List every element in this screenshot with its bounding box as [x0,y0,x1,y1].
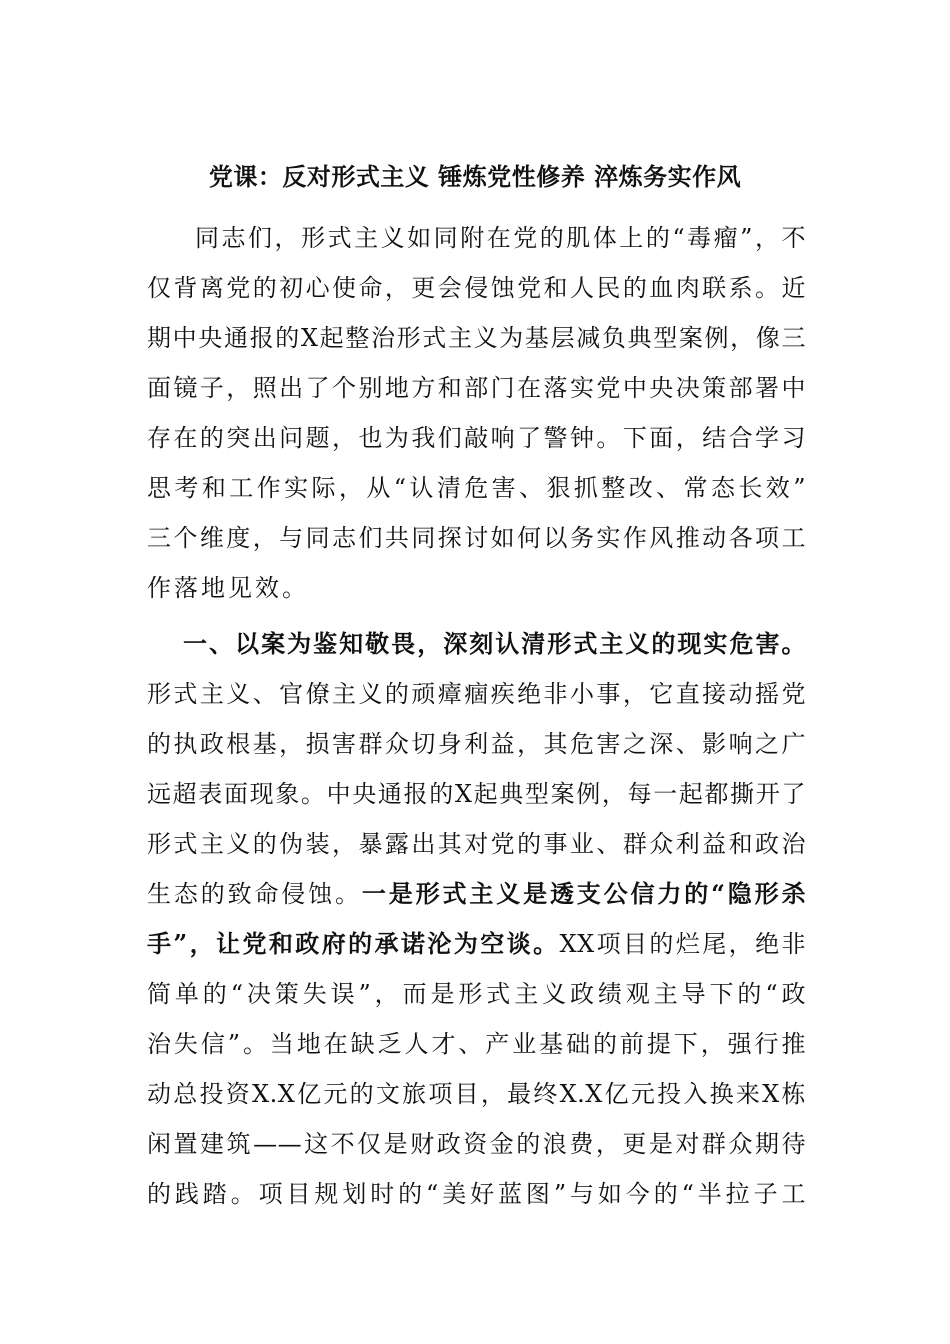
paragraph-line: 思考和工作实际，从“认清危害、狠抓整改、常态长效” [147,474,806,502]
paragraph-line: 治失信”。当地在缺乏人才、产业基础的前提下，强行推 [147,1030,806,1058]
paragraph-line: 远超表面现象。中央通报的X起典型案例，每一起都撕开了 [147,780,806,808]
paragraph-line: 同志们，形式主义如同附在党的肌体上的“毒瘤”，不 [195,224,806,252]
text-normal: 生态的致命侵蚀。 [147,880,362,908]
paragraph-line-mixed [147,869,806,919]
paragraph-line: 仅背离党的初心使命，更会侵蚀党和人民的血肉联系。近 [147,274,806,302]
paragraph-line: 面镜子，照出了个别地方和部门在落实党中央决策部署中 [147,374,806,402]
paragraph-line: 简单的“决策失误”，而是形式主义政绩观主导下的“政 [147,980,806,1008]
paragraph-line: 的执政根基，损害群众切身利益，其危害之深、影响之广 [147,730,806,758]
document-title: 党课：反对形式主义 锤炼党性修养 淬炼务实作风 [208,162,742,191]
paragraph-line: 形式主义、官僚主义的顽瘴痼疾绝非小事，它直接动摇党 [147,680,806,708]
text-emphasis: 手”，让党和政府的承诺沦为空谈。 [147,929,560,958]
paragraph-line: 形式主义的伪装，暴露出其对党的事业、群众利益和政治 [147,830,806,858]
paragraph-line: 动总投资X.X亿元的文旅项目，最终X.X亿元投入换来X栋 [147,1080,806,1108]
paragraph-line: 的践踏。项目规划时的“美好蓝图”与如今的“半拉子工 [147,1180,806,1208]
paragraph-line: 作落地见效。 [147,574,309,602]
paragraph-line: 存在的突出问题，也为我们敲响了警钟。下面，结合学习 [147,424,806,452]
text-emphasis: 一是形式主义是透支公信力的“隐形杀 [361,879,807,908]
paragraph-line: 闲置建筑——这不仅是财政资金的浪费，更是对群众期待 [147,1130,806,1158]
paragraph-line: 期中央通报的X起整治形式主义为基层减负典型案例，像三 [147,324,806,352]
text-normal: XX项目的烂尾，绝非 [559,930,806,958]
section-heading: 一、以案为鉴知敬畏，深刻认清形式主义的现实危害。 [183,629,806,658]
paragraph-line-mixed [147,919,806,969]
paragraph-line: 三个维度，与同志们共同探讨如何以务实作风推动各项工 [147,524,806,552]
